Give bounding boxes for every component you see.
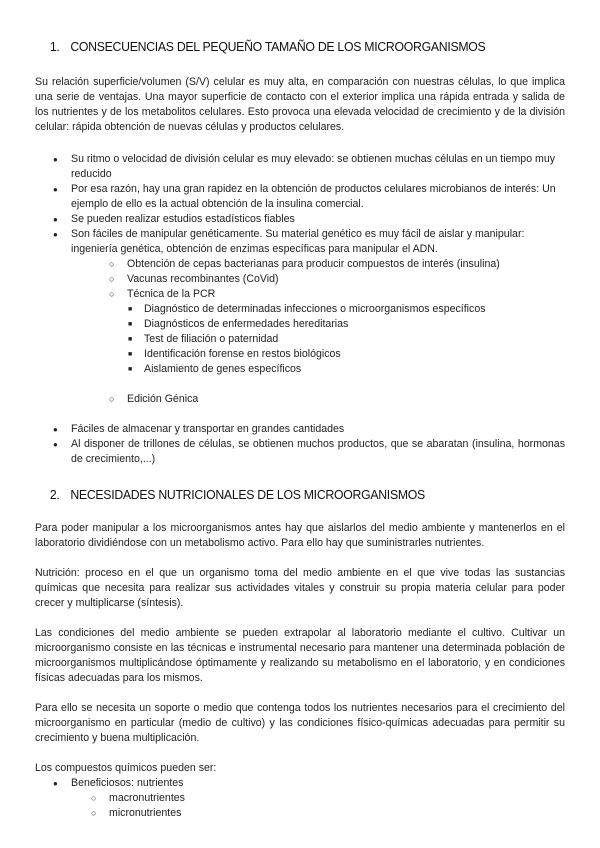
list-item-text: Son fáciles de manipular genéticamente. Su material genético es muy fácil de aislar y manipular: ingeniería genética, obtención de enzimas específicas para manipular el ADN. — [71, 228, 525, 255]
list-item: ● Al disponer de trillones de células, se obtienen muchos productos, que se abaratan (insulina, hormonas de crecimiento,...) — [35, 437, 565, 467]
section-2-paragraph-1: Para poder manipular a los microorganismos antes hay que aislarlos del medio ambiente y mantenerlos en el laboratorio dividiéndose con un metabolismo activo. Para ello hay que suministrarles nutrientes. — [35, 522, 565, 549]
pcr-list-item: ■ Test de filiación o paternidad — [126, 332, 565, 347]
sub-list-item: ○ Obtención de cepas bacterianas para producir compuestos de interés (insulina) — [107, 257, 565, 272]
section-2-paragraph-5: Los compuestos químicos pueden ser: — [35, 762, 217, 774]
section-2-number: 2. — [49, 487, 60, 502]
sub-list-item: ○ Vacunas recombinantes (CoVid) — [107, 272, 565, 287]
section-2-bullet-list — [35, 776, 565, 791]
section-1-bullet-list-2 — [35, 422, 565, 467]
list-item: ● Por esa razón, hay una gran rapidez en la obtención de productos celulares microbianos de interés: Un ejemplo de ello es la actual obtención de la insulina comercial. — [35, 182, 565, 212]
section-1-intro: Su relación superficie/volumen (S/V) celular es muy alta, en comparación con nuestras células, lo que implica una serie de ventajas. Una mayor superficie de contacto con el exterior implica una rápida entrada y salida de los nutrientes y de los metabolitos celulares. Esto provoca una elevada velocidad de crecimiento y de la división celular: rápida obtención de nuevas células y productos celulares. — [35, 76, 565, 133]
list-item: ● Su ritmo o velocidad de división celular es muy elevado: se obtienen muchas células en un tiempo muy reducido — [35, 152, 565, 182]
list-item-genetic — [35, 227, 565, 257]
sub-list-item: ○ micronutrientes — [89, 806, 565, 821]
list-item: ● Se pueden realizar estudios estadísticos fiables — [35, 212, 565, 227]
section-1-heading — [35, 38, 528, 56]
list-item: ● Fáciles de almacenar y transportar en grandes cantidades — [35, 422, 565, 437]
section-2-heading — [35, 486, 528, 504]
section-2-paragraph-4: Para ello se necesita un soporte o medio que contenga todos los nutrientes necesarios para el crecimiento del microorganismo en particular (medio de cultivo) y las condiciones físico-químicas adecuadas para permitir su crecimiento y buena multiplicación. — [35, 702, 565, 744]
pcr-list-item: ■ Aislamiento de genes específicos — [126, 362, 565, 377]
section-1-number: 1. — [49, 39, 60, 54]
section-2-title: NECESIDADES NUTRICIONALES DE LOS MICROORGANISMOS — [70, 487, 425, 502]
sub-list-item: ○ Edición Génica — [107, 392, 565, 407]
list-item: ● Beneficiosos: nutrientes — [35, 776, 565, 791]
edicion-list — [107, 392, 565, 407]
pcr-list — [126, 302, 565, 377]
sub-list-item: ○ Técnica de la PCR — [107, 287, 565, 302]
pcr-list-item: ■ Diagnósticos de enfermedades hereditarias — [126, 317, 565, 332]
section-1-title: CONSECUENCIAS DEL PEQUEÑO TAMAÑO DE LOS MICROORGANISMOS — [70, 39, 486, 54]
sub-list-item: ○ macronutrientes — [89, 791, 565, 806]
section-1-bullet-list — [35, 152, 565, 257]
document-content — [35, 38, 565, 821]
pcr-list-item: ■ Diagnóstico de determinadas infecciones o microorganismos específicos — [126, 302, 565, 317]
genetic-sub-list — [107, 257, 565, 302]
pcr-list-item: ■ Identificación forense en restos biológicos — [126, 347, 565, 362]
section-2-paragraph-2: Nutrición: proceso en el que un organismo toma del medio ambiente en el que vive todas las sustancias químicas que necesita para realizar sus actividades vitales y construir su propia materia celular para poder crecer y multiplicarse (síntesis). — [35, 567, 565, 609]
section-2-sub-list — [89, 791, 565, 821]
section-2-paragraph-3: Las condiciones del medio ambiente se pueden extrapolar al laboratorio mediante el cultivo. Cultivar un microorganismo consiste en las técnicas e instrumental necesario para mantener una determinada población de microorganismos multiplicándose óptimamente y realizando su metabolismo en el laboratorio, y en condiciones físicas adecuadas para los mismos. — [35, 627, 565, 684]
